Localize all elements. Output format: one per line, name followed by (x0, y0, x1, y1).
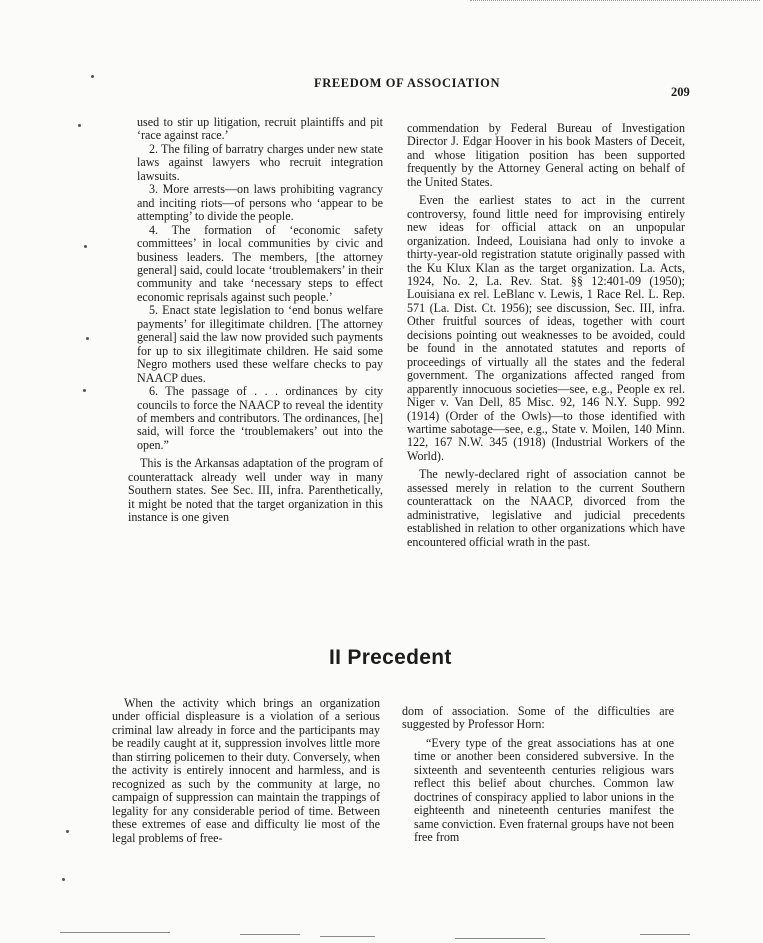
section-heading: II Precedent (329, 646, 452, 669)
paragraph: 4. The formation of ‘economic safety committees’ in local communities by civic and business leaders. The members, [the attorney general] said, could locate ‘troublemakers’ in their community and take ‘necessary steps to effect economic reprisals against such people.’ (137, 222, 383, 304)
block-quote: “Every type of the great associations has at one time or another been considered subversive. In the sixteenth and seventeenth centuries religious wars reflect this belief about churches. Common law doctrines of conspiracy applied to labor unions in the eighteenth and nineteenth centuries manifest the same conviction. Even fraternal groups have not been free from (414, 735, 674, 845)
left-column-bottom (112, 697, 380, 845)
paragraph: 2. The filing of barratry charges under new state laws against lawyers who recruit integration lawsuits. (137, 141, 383, 183)
margin-speck (91, 75, 94, 78)
paragraph: 5. Enact state legislation to ‘end bonus welfare payments’ for illegitimate children. [The attorney general] said the law now provided such payments for up to six illegitimate children. He said some Negro mothers used these welfare checks to pay NAACP dues. (137, 303, 383, 385)
scan-rule (640, 934, 690, 935)
paragraph: used to stir up litigation, recruit plaintiffs and pit ‘race against race.’ (137, 115, 383, 143)
scan-rule (320, 936, 375, 937)
right-column-bottom (402, 705, 674, 845)
paragraph: When the activity which brings an organization under official displeasure is a violation of a serious criminal law already in force and the participants may be readily caught at it, suppression involves little more than stirring policemen to their duty. Conversely, when the activity is entirely innocent and harmless, and is recognized as such by the community at large, no campaign of suppression can maintain the trappings of legality for any considerable period of time. Between these extremes of ease and difficulty lie most of the legal problems of free- (112, 696, 380, 845)
margin-speck (84, 245, 87, 248)
margin-speck (66, 830, 69, 833)
page-number: 209 (671, 85, 690, 99)
paragraph: commendation by Federal Bureau of Investigation Director J. Edgar Hoover in his book Masters of Deceit, and whose litigation position has been supported frequently by the Attorney General acting on behalf of the United States. (407, 121, 685, 189)
margin-speck (78, 124, 81, 127)
paragraph: The newly-declared right of association cannot be assessed merely in relation to the current Southern counterattack on the NAACP, divorced from the administrative, legislative and judicial precedents established in relation to other organizations which have encountered official wrath in the past. (407, 467, 685, 549)
scan-rule (60, 932, 170, 933)
paragraph: Even the earliest states to act in the current controversy, found little need for improvising entirely new ideas for official attack on an unpopular organization. Indeed, Louisiana had only to invoke a thirty-year-old registration statute originally passed with the Ku Klux Klan as the target organization. La. Acts, 1924, No. 2, La. Rev. Stat. §§ 12:401-09 (1950); Louisiana ex rel. LeBlanc v. Lewis, 1 Race Rel. L. Rep. 571 (La. Dist. Ct. 1956); see discussion, Sec. III, infra. Other fruitful sources of ideas, together with court decisions pointing out weaknesses to be avoided, could be found in the annotated statutes and reports of proceedings of virtually all the states and the federal government. The organizations affected ranged from apparently innocuous societies—see, e.g., People ex rel. Niger v. Van Dell, 85 Misc. 92, 146 N.Y. Supp. 992 (1914) (Order of the Owls)—to those identified with wartime sabotage—see, e.g., State v. Moilen, 140 Minn. 122, 167 N.W. 345 (1918) (Industrial Workers of the World). (407, 193, 685, 463)
margin-speck (83, 389, 86, 392)
margin-speck (86, 337, 89, 340)
paragraph: This is the Arkansas adaptation of the program of counterattack already well under way in many Southern states. See Sec. III, infra. Parenthetically, it might be noted that the target organization in this instance is one given (128, 456, 383, 525)
right-column-top (407, 122, 685, 549)
paragraph: 6. The passage of . . . ordinances by city councils to force the NAACP to reveal the identity of members and contributors. The ordinances, [he] said, will force the ‘troublemakers’ out into the open.” (137, 384, 383, 452)
paragraph: 3. More arrests—on laws prohibiting vagrancy and inciting riots—of persons who ‘appear to be attempting’ to divide the people. (137, 182, 383, 224)
margin-speck (62, 878, 65, 881)
scan-rule (240, 934, 300, 935)
paragraph: dom of association. Some of the difficulties are suggested by Professor Horn: (402, 704, 674, 732)
top-edge-dotted-line (470, 0, 760, 5)
left-column-top (128, 115, 383, 525)
running-header: FREEDOM OF ASSOCIATION (314, 76, 501, 90)
scan-rule (455, 938, 545, 939)
